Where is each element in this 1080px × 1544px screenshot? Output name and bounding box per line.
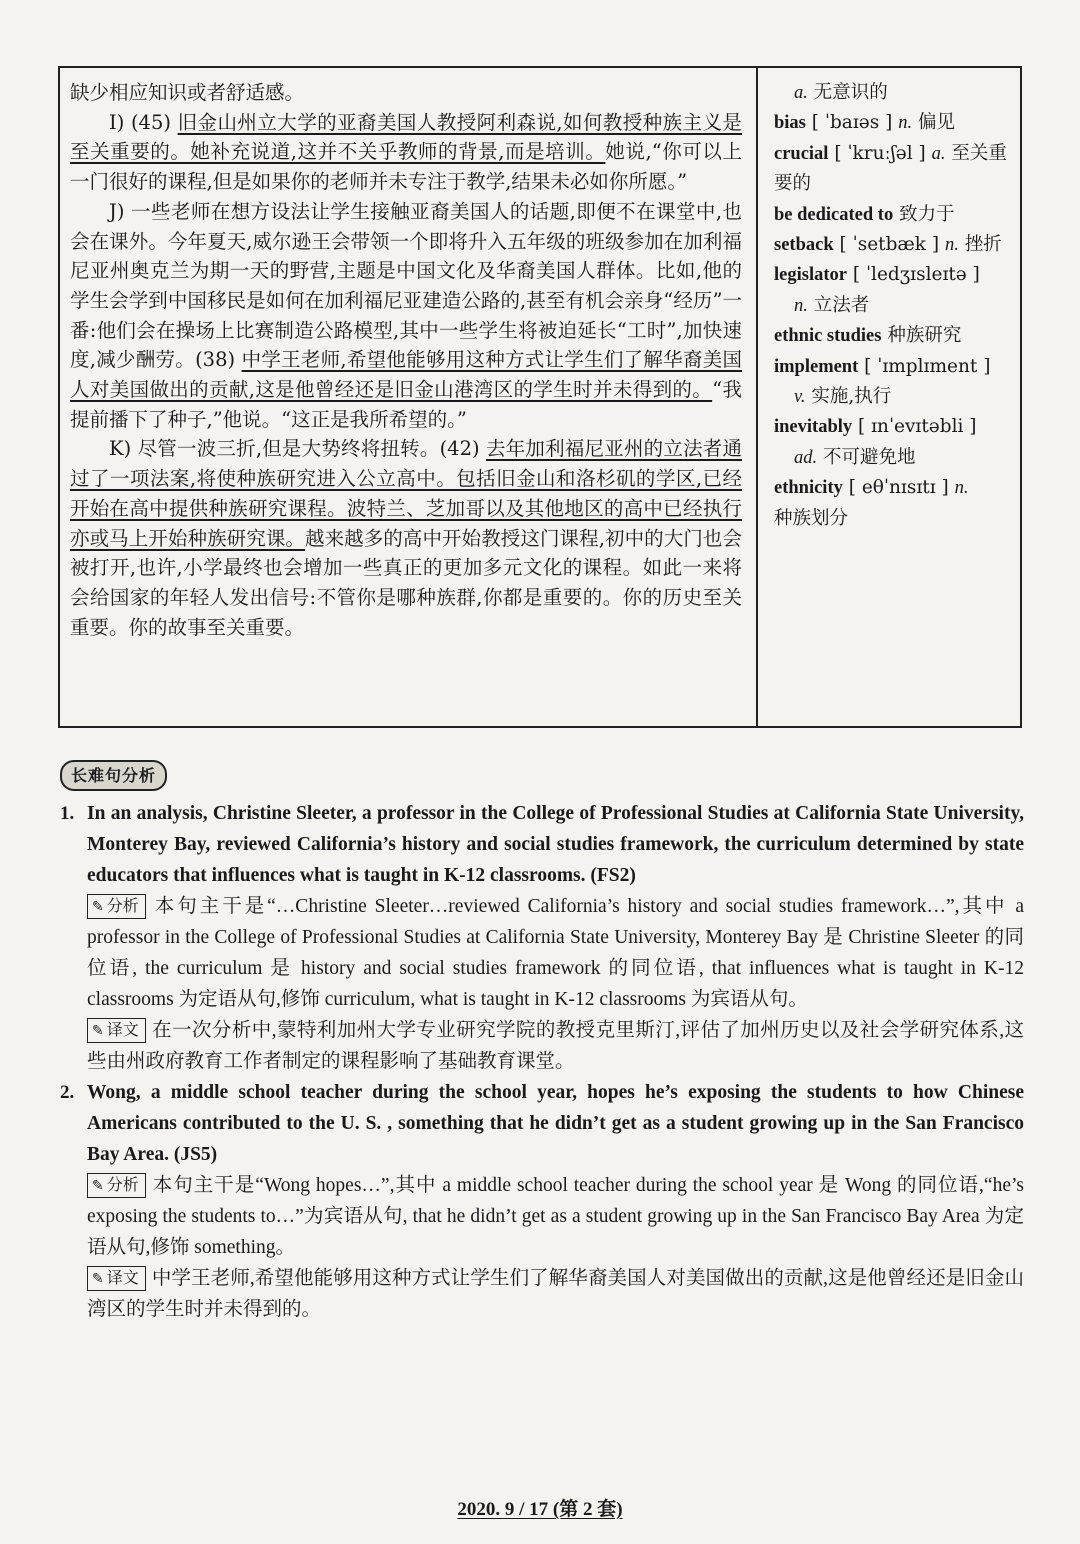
vocab-entry: inevitably [ ɪnˈevɪtəbli ] ad. 不可避免地	[774, 416, 977, 468]
translation-tag: ✎ 译文	[87, 1266, 146, 1291]
sentence-number: 2.	[60, 1082, 75, 1103]
paragraph-k-underlined: 去年加利福尼亚州的立法者通过了一项法案,将使种族研究进入公立高中。包括旧金山和洛杉矶的学区,已经开始在高中提供种族研究课程。波特兰、芝加哥以及其他地区的高中已经执行亦或马上开始种族研究课。	[70, 437, 742, 550]
translation-block	[87, 1015, 1024, 1077]
vocab-entry: ethnicity [ eθˈnɪsɪtɪ ] n. 种族划分	[774, 477, 969, 529]
paragraph-i-rest: 她说,“你可以上一门很好的课程,但是如果你的老师并未专注于教学,结果未必如你所愿。”	[70, 140, 743, 194]
vocab-entry: crucial [ ˈkruːʃəl ] a. 至关重要的	[774, 142, 1007, 195]
translation-text: 在一次分析中,蒙特利加州大学专业研究学院的教授克里斯汀,评估了加州历史以及社会学研究体系,这些由州政府教育工作者制定的课程影响了基础教育课堂。	[87, 1020, 1024, 1072]
passage-intro: 缺少相应知识或者舒适感。	[70, 81, 305, 104]
vocab-entry: be dedicated to 致力于	[774, 203, 955, 225]
paragraph-j-underlined: 中学王老师,希望他能够用这种方式让学生们了解华裔美国人对美国做出的贡献,这是他曾经还是旧金山港湾区的学生时并未得到的。	[70, 348, 742, 402]
vocabulary-column	[758, 68, 1020, 726]
vocab-entry: bias [ ˈbaɪəs ] n. 偏见	[774, 112, 955, 134]
sentence-number: 1.	[60, 803, 75, 824]
page-number: 2020. 9 / 17 (第 2 套)	[457, 1499, 623, 1520]
sentence-analysis-section	[60, 798, 1024, 1325]
paragraph-i-underlined: 旧金山州立大学的亚裔美国人教授阿利森说,如何教授种族主义是至关重要的。她补充说道,这并不关乎教师的背景,而是培训。	[70, 110, 742, 164]
analysis-tag: ✎ 分析	[87, 894, 146, 919]
analysis-tag: ✎ 分析	[87, 1173, 146, 1198]
translation-tag: ✎ 译文	[87, 1018, 146, 1043]
vocab-entry: a. 无意识的	[794, 82, 888, 103]
section-title-badge: 长难句分析	[60, 760, 167, 791]
vocab-entry: setback [ ˈsetbæk ] n. 挫折	[774, 234, 1002, 256]
sentence-english: Wong, a middle school teacher during the school year, hopes he’s exposing the students to how Chinese Americans contributed to the U. S. , something that he didn’t get as a student growing up in the San Francisco Bay Area. (JS5)	[87, 1082, 1024, 1165]
analysis-block	[87, 1170, 1024, 1263]
vocab-entry: implement [ ˈɪmplɪment ] v. 实施,执行	[774, 355, 991, 408]
analysis-block	[87, 891, 1024, 1015]
sentence-item	[60, 798, 1024, 1077]
page-footer	[0, 1494, 1080, 1521]
paragraph-i-lead: I) (45)	[109, 110, 178, 134]
paragraph-j-rest: “我提前播下了种子,”他说。“这正是我所希望的。”	[70, 378, 742, 431]
pencil-icon: ✎	[92, 1023, 104, 1039]
paragraph-k-lead: K) 尽管一波三折,但是大势终将扭转。(42)	[109, 437, 487, 461]
paragraph-k-rest: 越来越多的高中开始教授这门课程,初中的大门也会被打开,也许,小学最终也会增加一些真正的更加多元文化的课程。如此一来将会给国家的年轻人发出信号:不管你是哪种族群,你都是重要的。你的历史至关重要。你的故事至关重要。	[70, 526, 742, 639]
pencil-icon: ✎	[92, 1178, 104, 1194]
analysis-text: 本句主干是“Wong hopes…”,其中 a middle school teacher during the school year 是 Wong 的同位语,“he’s exposing the students to…”为宾语从句, that he didn’t get as a student growing up in the San Francisco Bay Area 为定语从句,修饰 something。	[87, 1175, 1024, 1258]
sentence-english: In an analysis, Christine Sleeter, a professor in the College of Professional Studies at California State University, Monterey Bay, reviewed California’s history and social studies framework, the curriculum determined by state educators that influences what is taught in K-12 classrooms. (FS2)	[87, 803, 1024, 886]
pencil-icon: ✎	[92, 899, 104, 915]
paragraph-k	[70, 434, 742, 642]
reading-translation-table	[58, 66, 1022, 728]
vocab-entry: legislator [ ˈledʒɪsleɪtə ] n. 立法者	[774, 264, 980, 316]
paragraph-j-lead: J) 一些老师在想方设法让学生接触亚裔美国人的话题,即便不在课堂中,也会在课外。今年夏天,威尔逊王会带领一个即将升入五年级的班级参加在加利福尼亚州奥克兰为期一天的野营,主题是中国文化及华裔美国人群体。比如,他的学生会学到中国移民是如何在加利福尼亚建造公路的,甚至有机会亲身“经历”一番:他们会在操场上比赛制造公路模型,其中一些学生将被迫延长“工时”,加快速度,减少酬劳。(38)	[70, 199, 742, 372]
translation-block	[87, 1263, 1024, 1325]
sentence-item	[60, 1077, 1024, 1325]
pencil-icon: ✎	[92, 1271, 104, 1287]
paragraph-i	[70, 108, 742, 197]
vocab-entry: ethnic studies 种族研究	[774, 325, 962, 347]
paragraph-j	[70, 197, 742, 435]
passage-translation-column	[60, 68, 758, 726]
analysis-text: 本句主干是“…Christine Sleeter…reviewed California’s history and social studies framework…”,其中 a professor in the College of Professional Studies at California State University, Monterey Bay 是 Christine Sleeter 的同位语, the curriculum 是 history and social studies framework 的同位语, that influences what is taught in K-12 classrooms 为定语从句,修饰 curriculum, what is taught in K-12 classrooms 为宾语从句。	[87, 896, 1024, 1010]
translation-text: 中学王老师,希望他能够用这种方式让学生们了解华裔美国人对美国做出的贡献,这是他曾经还是旧金山湾区的学生时并未得到的。	[87, 1268, 1024, 1320]
